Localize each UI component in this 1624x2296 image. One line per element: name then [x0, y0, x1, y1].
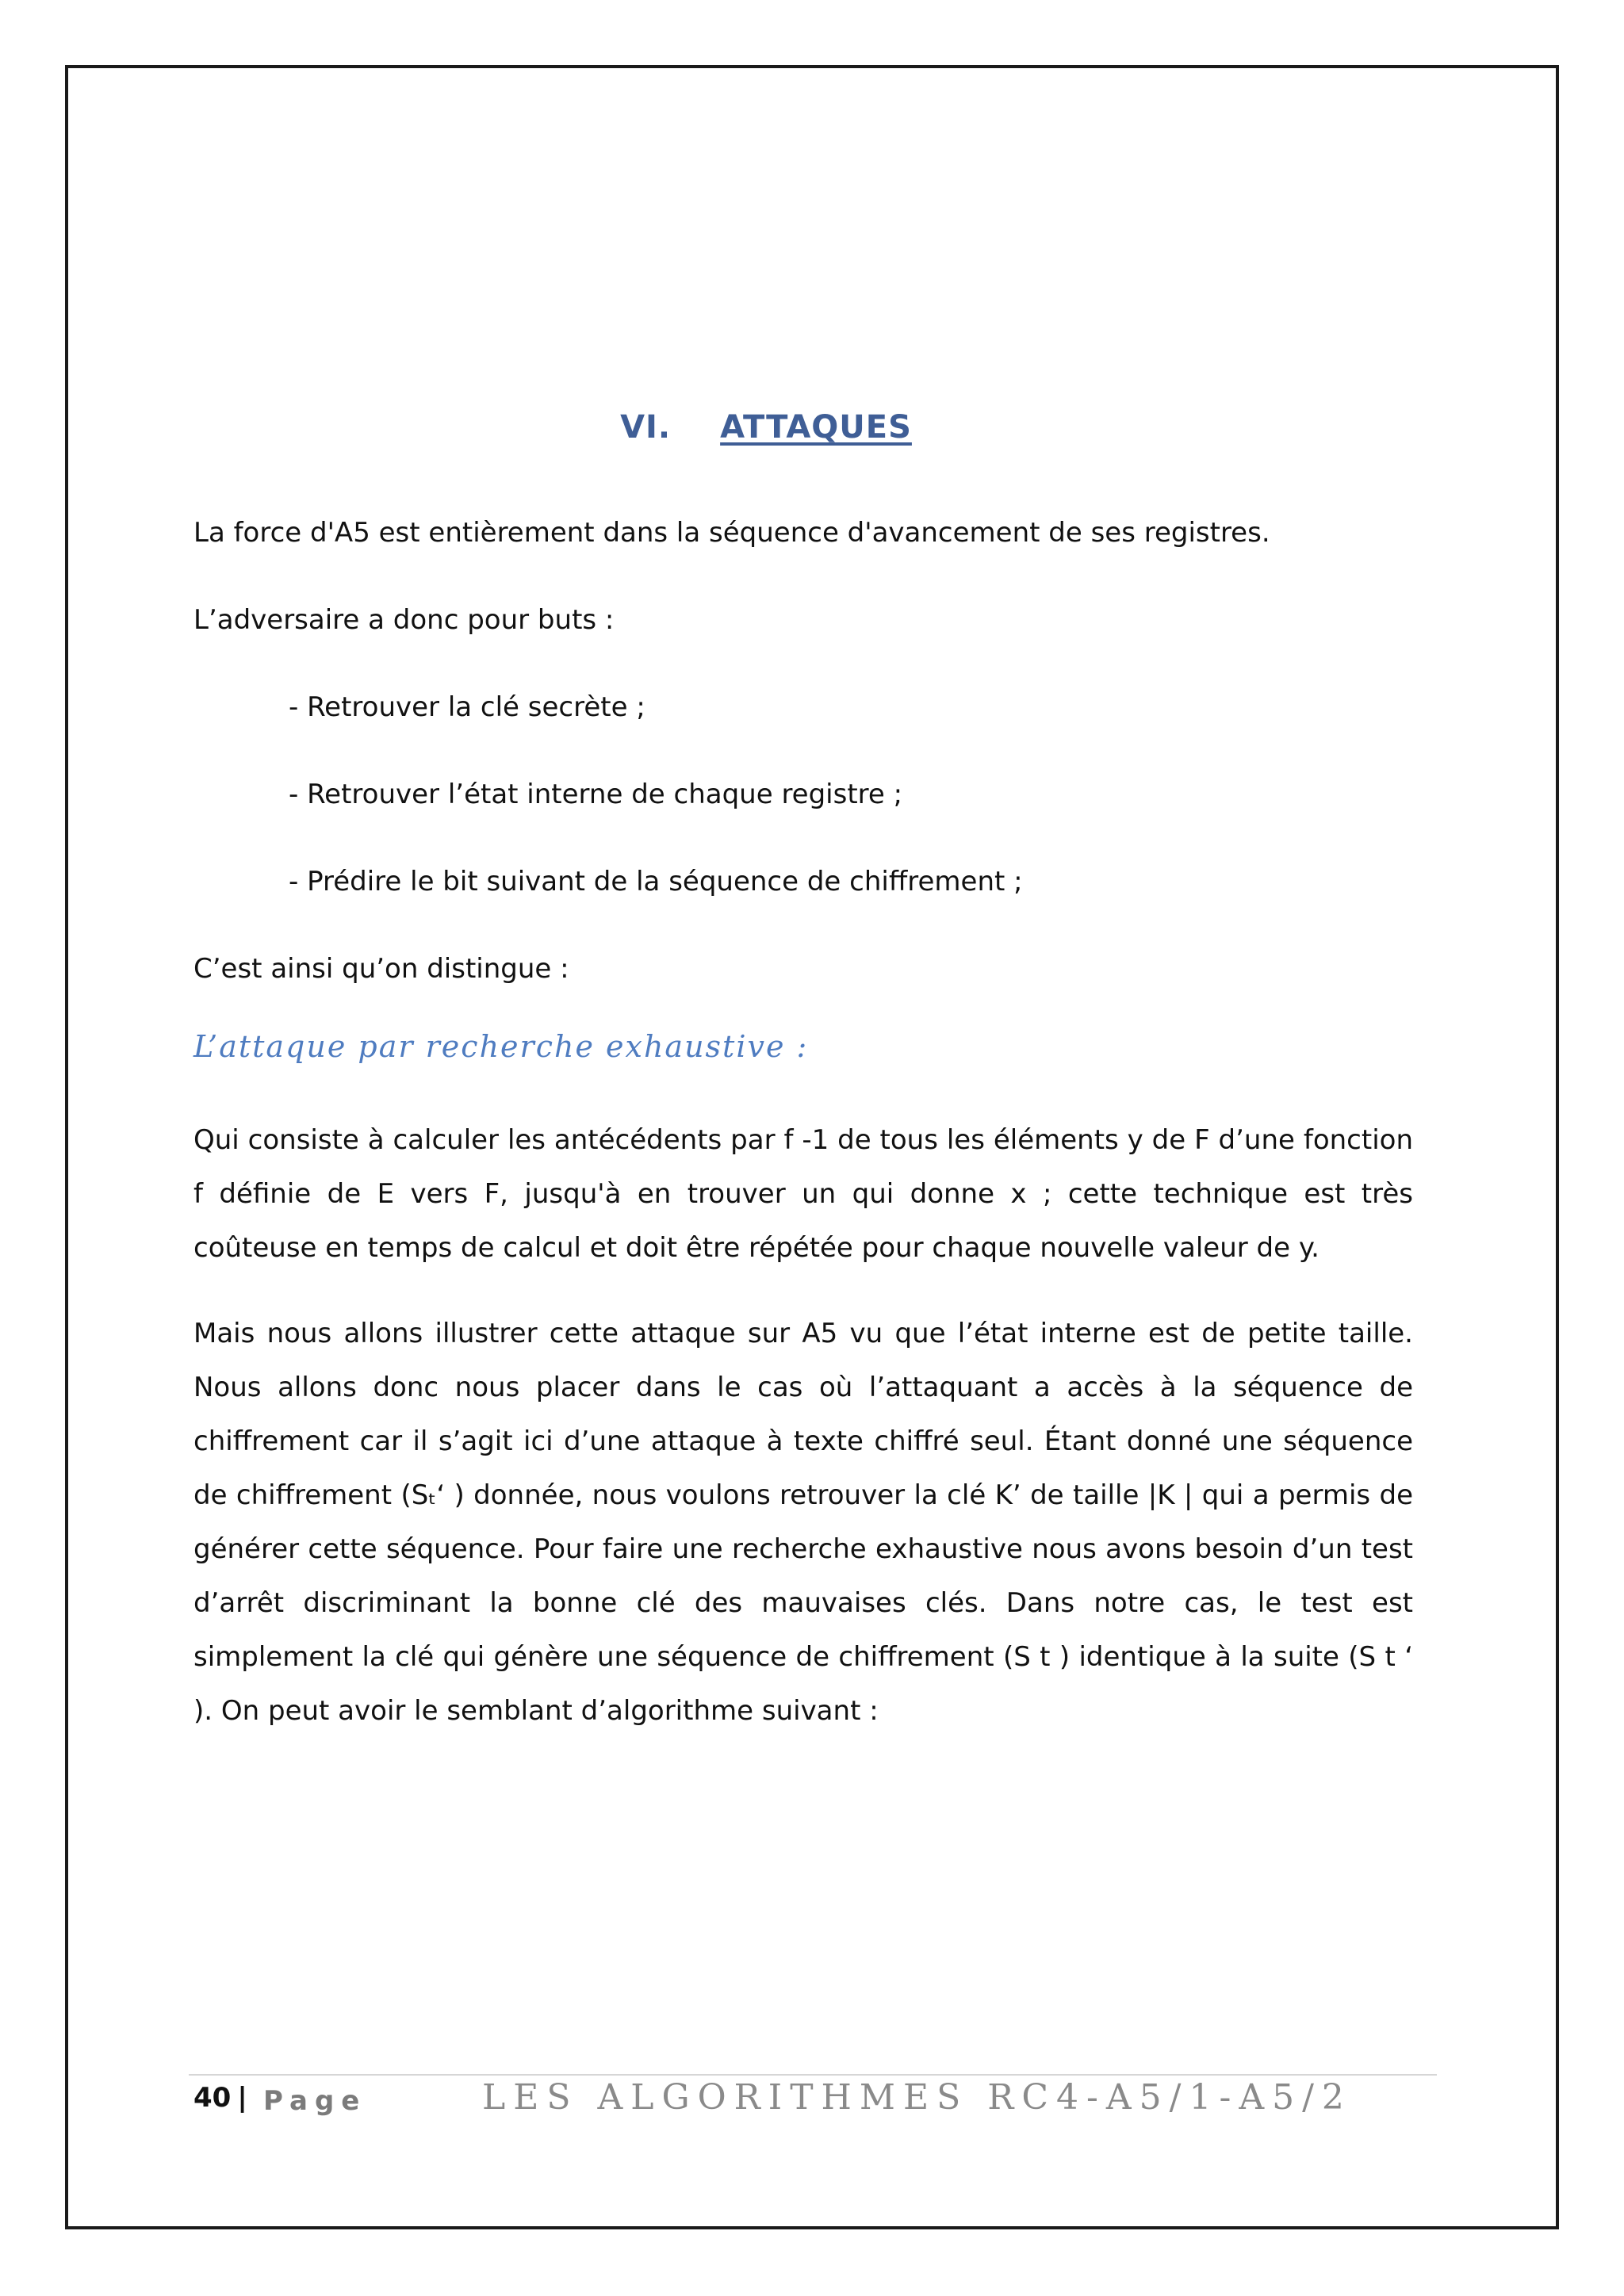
paragraph-illustration: Mais nous allons illustrer cette attaque sur A5 vu que l’état interne est de petite taille. Nous allons donc nous placer dans le cas où l’attaquant a accès à la séquence de chiffrement car il s’agit ici d’une attaque à texte chiffré seul. Étant donné une séquence de chiffrement (Sₜ‘ ) donnée, nous voulons retrouver la clé K’ de taille |K | qui a permis de générer cette séquence. Pour faire une recherche exhaustive nous avons besoin d’un test d’arrêt discriminant la bonne clé des mauvaises clés. Dans notre cas, le test est simplement la clé qui génère une séquence de chiffrement (S t ) identique à la suite (S t ‘ ). On peut avoir le semblant d’algorithme suivant : [193, 1318, 1413, 1727]
section-heading [0, 409, 1532, 446]
section-number: VI. [620, 409, 672, 446]
distingue-paragraph: C’est ainsi qu’on distingue : [193, 953, 569, 985]
footer-document-title: LES ALGORITHMES RC4-A5/1-A5/2 [482, 2077, 1352, 2118]
section-title: ATTAQUES [720, 409, 912, 446]
paragraph-definition: Qui consiste à calculer les antécédents par f -1 de tous les éléments y de F d’une fonction f définie de E vers F, jusqu'à en trouver un qui donne x ; cette technique est très coûteuse en temps de calcul et doit être répétée pour chaque nouvelle valeur de y. [193, 1124, 1413, 1264]
subheading-exhaustive-attack: L’attaque par recherche exhaustive : [193, 1029, 809, 1064]
bullet-item: - Prédire le bit suivant de la séquence de chiffrement ; [289, 866, 1023, 897]
bullet-item: - Retrouver l’état interne de chaque registre ; [289, 779, 903, 810]
page-number: 40 [193, 2082, 232, 2114]
footer-page-number [193, 2082, 255, 2114]
bullet-item: - Retrouver la clé secrète ; [289, 691, 645, 723]
footer-separator: | [237, 2082, 247, 2114]
footer-page-label: Page [263, 2085, 367, 2117]
footer-divider [189, 2074, 1437, 2076]
intro-paragraph-1: La force d'A5 est entièrement dans la séquence d'avancement de ses registres. [193, 517, 1270, 549]
intro-paragraph-2: L’adversaire a donc pour buts : [193, 604, 615, 636]
